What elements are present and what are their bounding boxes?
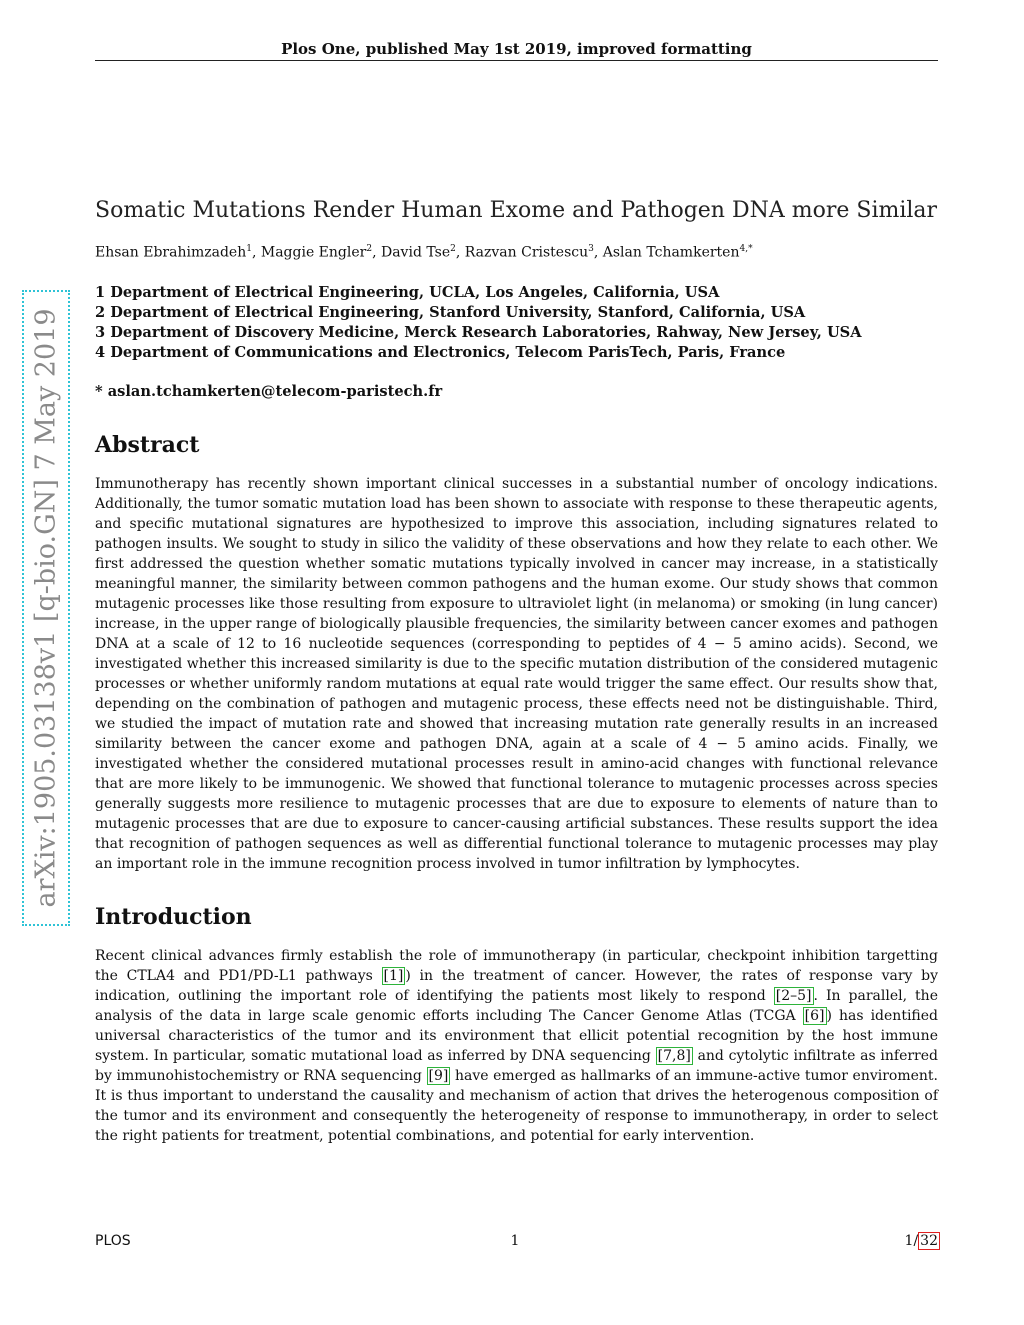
introduction-text-run: . In parallel, the analysis of the data in large scale genomic efforts including The Cancer Genome Atlas (TCGA	[95, 988, 938, 1024]
affiliation-item: 3 Department of Discovery Medicine, Merck Research Laboratories, Rahway, New Jersey, USA	[95, 324, 862, 341]
affiliation-item: 2 Department of Electrical Engineering, Stanford University, Stanford, California, USA	[95, 304, 806, 321]
arxiv-stamp[interactable]	[22, 290, 70, 926]
author-separator: ,	[372, 244, 381, 261]
paper-title: Somatic Mutations Render Human Exome and Pathogen DNA more Similar	[95, 198, 938, 223]
author-affiliation-mark: 2	[450, 244, 456, 254]
affiliation-item: 4 Department of Communications and Electronics, Telecom ParisTech, Paris, France	[95, 344, 786, 361]
citation-link[interactable]: [7,8]	[657, 1048, 691, 1064]
citation-link[interactable]: [6]	[804, 1008, 825, 1024]
citation-link[interactable]: [9]	[428, 1068, 449, 1084]
author-name: Razvan Cristescu	[464, 244, 589, 261]
footer-total-pages-link[interactable]: 32	[920, 1233, 938, 1249]
footer-page-count	[905, 1233, 940, 1249]
arxiv-identifier[interactable]: arXiv:1905.03138v1 [q-bio.GN] 7 May 2019	[30, 308, 62, 908]
footer-journal: PLOS	[95, 1233, 131, 1249]
author-name: Aslan Tchamkerten	[602, 244, 740, 261]
corresponding-email[interactable]: * aslan.tchamkerten@telecom-paristech.fr	[95, 383, 443, 400]
affiliation-item: 1 Department of Electrical Engineering, UCLA, Los Angeles, California, USA	[95, 284, 720, 301]
author-separator: ,	[455, 244, 465, 261]
introduction-text-run: ) has identified universal characteristics of the tumor and its environment that ellicit potential recognition by the host immune system. In particular, somatic mutational load as inferred by DNA sequencing	[95, 1008, 939, 1064]
citation-link[interactable]: [2–5]	[775, 988, 812, 1004]
running-head: Plos One, published May 1st 2019, improved formatting	[281, 40, 752, 58]
author-affiliation-mark: 1	[246, 244, 252, 254]
header-rule	[95, 60, 938, 61]
author-list	[95, 244, 753, 261]
author-separator: ,	[593, 244, 603, 261]
introduction-text-run: and cytolytic infiltrate as inferred by immunohistochemistry or RNA sequencing	[95, 1048, 938, 1084]
author-separator: ,	[251, 244, 261, 261]
introduction-heading: Introduction	[95, 904, 252, 930]
author-affiliation-mark: 2	[366, 244, 373, 254]
footer-page-prefix: 1/	[904, 1233, 919, 1249]
author-name: David Tse	[380, 244, 451, 261]
introduction-text-run: have emerged as hallmarks of an immune-active tumor enviroment. It is thus important to understand the causality and mechanism of action that drives the heterogenous composition of the tumor and its environment and consequently the heterogeneity of response to immunotherapy, in order to select the right patients for treatment, potential combinations, and potential for early intervention.	[95, 1068, 938, 1144]
abstract-paragraph: Immunotherapy has recently shown important clinical successes in a substantial number of oncology indications. Additionally, the tumor somatic mutation load has been shown to associate with response to these therapeutic agents, and specific mutational signatures are hypothesized to improve this association, including signatures related to pathogen insults. We sought to study in silico the validity of these observations and how they relate to each other. We first addressed the question whether somatic mutations typically involved in cancer may increase, in a statistically meaningful manner, the similarity between common pathogens and the human exome. Our study shows that common mutagenic processes like those resulting from exposure to ultraviolet light (in melanoma) or smoking (in lung cancer) increase, in the upper range of biologically plausible frequencies, the similarity between cancer exomes and pathogen DNA at a scale of 12 to 16 nucleotide sequences (corresponding to peptides of 4 − 5 amino acids). Second, we investigated whether this increased similarity is due to the specific mutation distribution of the considered mutagenic processes or whether uniformly random mutations at equal rate would trigger the same effect. Our results show that, depending on the combination of pathogen and mutagenic process, these effects need not be distinguishable. Third, we studied the impact of mutation rate and showed that increasing mutation rate generally results in an increased similarity between the cancer exome and pathogen DNA, again at a scale of 4 − 5 amino acids. Finally, we investigated whether the considered mutational processes result in amino-acid changes with functional relevance that are more likely to be immunogenic. We showed that functional tolerance to mutagenic processes across species generally suggests more resilience to mutagenic processes that are due to exposure to elements of nature than to mutagenic processes that are due to exposure to cancer-causing artificial substances. These results support the idea that recognition of pathogen sequences as well as differential functional tolerance to mutagenic processes may play an important role in the immune recognition process involved in tumor infiltration by lymphocytes.	[95, 476, 938, 872]
citation-link[interactable]: [1]	[383, 968, 404, 984]
author-name: Ehsan Ebrahimzadeh	[95, 244, 247, 261]
author-affiliation-mark: 3	[588, 244, 594, 254]
introduction-text-run: ) in the treatment of cancer. However, the rates of response vary by indication, outlining the important role of identifying the patients most likely to respond	[95, 968, 938, 1004]
introduction-paragraph	[95, 946, 938, 1146]
introduction-text-run: Recent clinical advances firmly establish the role of immunotherapy (in particular, checkpoint inhibition targetting the CTLA4 and PD1/PD-L1 pathways	[95, 948, 938, 984]
author-name: Maggie Engler	[260, 244, 367, 261]
abstract-heading: Abstract	[95, 432, 200, 458]
affiliation-list	[95, 283, 862, 363]
author-affiliation-mark: 4,*	[739, 244, 753, 254]
footer-page-number: 1	[510, 1233, 520, 1249]
